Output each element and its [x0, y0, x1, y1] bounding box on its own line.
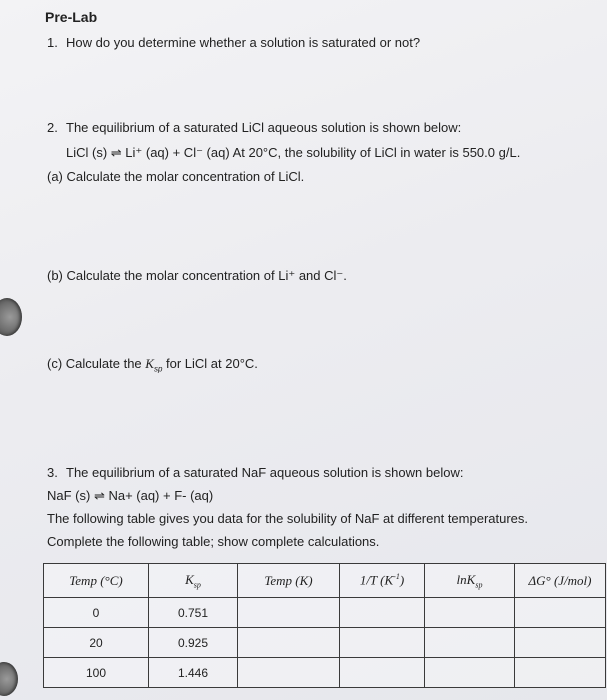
header-temp-k: Temp (K) — [238, 564, 340, 598]
header-inverse-temp: 1/T $(K^{-1})$ — [340, 564, 425, 598]
cell-temp-k[interactable] — [238, 598, 340, 628]
part-c-k-symbol: K — [145, 356, 154, 371]
solubility-table — [43, 563, 606, 688]
question-3-number: 3. — [47, 465, 58, 480]
question-1-number: 1. — [47, 35, 58, 50]
cell-ksp: 0.751 — [149, 598, 238, 628]
cell-delta-g[interactable] — [515, 598, 606, 628]
part-c-prefix: (c) Calculate the — [47, 356, 146, 371]
table-row — [44, 598, 606, 628]
question-3-intro: The equilibrium of a saturated NaF aqueous solution is shown below: — [66, 465, 464, 480]
part-c-suffix: for LiCl at 20°C. — [162, 356, 258, 371]
question-2-part-c — [47, 356, 258, 378]
cell-ln-ksp[interactable] — [425, 658, 515, 688]
cell-temp-c: 20 — [44, 628, 149, 658]
cell-inverse-temp[interactable] — [340, 598, 425, 628]
cell-delta-g[interactable] — [515, 658, 606, 688]
cell-ksp: 1.446 — [149, 658, 238, 688]
question-2-number: 2. — [47, 120, 58, 135]
question-3-line-1: The following table gives you data for the solubility of NaF at different temperatures. — [47, 511, 529, 526]
header-ksp: $K_{sp}$ — [149, 564, 238, 598]
page-title: Pre-Lab — [45, 9, 98, 25]
cell-delta-g[interactable] — [515, 628, 606, 658]
cell-ln-ksp[interactable] — [425, 598, 515, 628]
table-row — [44, 658, 606, 688]
cell-temp-c: 100 — [44, 658, 149, 688]
cell-temp-k[interactable] — [238, 658, 340, 688]
question-2-intro: The equilibrium of a saturated LiCl aqueous solution is shown below: — [66, 120, 462, 135]
header-temp-c: Temp (°C) — [44, 564, 149, 598]
question-3-line-2: Complete the following table; show complete calculations. — [47, 534, 380, 549]
header-delta-g: ΔG° (J/mol) — [515, 564, 606, 598]
cell-inverse-temp[interactable] — [340, 658, 425, 688]
header-ln-ksp: lnK$_{sp}$ — [425, 564, 515, 598]
binder-hole-upper — [0, 298, 22, 336]
question-2-part-b: (b) Calculate the molar concentration of Li⁺ and Cl⁻. — [47, 268, 347, 283]
question-2-part-a: (a) Calculate the molar concentration of LiCl. — [47, 169, 305, 184]
cell-temp-c: 0 — [44, 598, 149, 628]
table-header-row — [44, 564, 606, 598]
table-row — [44, 628, 606, 658]
binder-hole-lower — [0, 662, 18, 696]
question-2-equation: LiCl (s) ⇌ Li⁺ (aq) + Cl⁻ (aq) At 20°C, the solubility of LiCl in water is 550.0 g/L. — [66, 145, 521, 160]
part-c-k-subscript: sp — [153, 364, 163, 374]
cell-ksp: 0.925 — [149, 628, 238, 658]
cell-ln-ksp[interactable] — [425, 628, 515, 658]
question-1-text: How do you determine whether a solution is saturated or not? — [66, 35, 421, 50]
cell-temp-k[interactable] — [238, 628, 340, 658]
question-3-equation: NaF (s) ⇌ Na+ (aq) + F- (aq) — [47, 488, 214, 503]
cell-inverse-temp[interactable] — [340, 628, 425, 658]
